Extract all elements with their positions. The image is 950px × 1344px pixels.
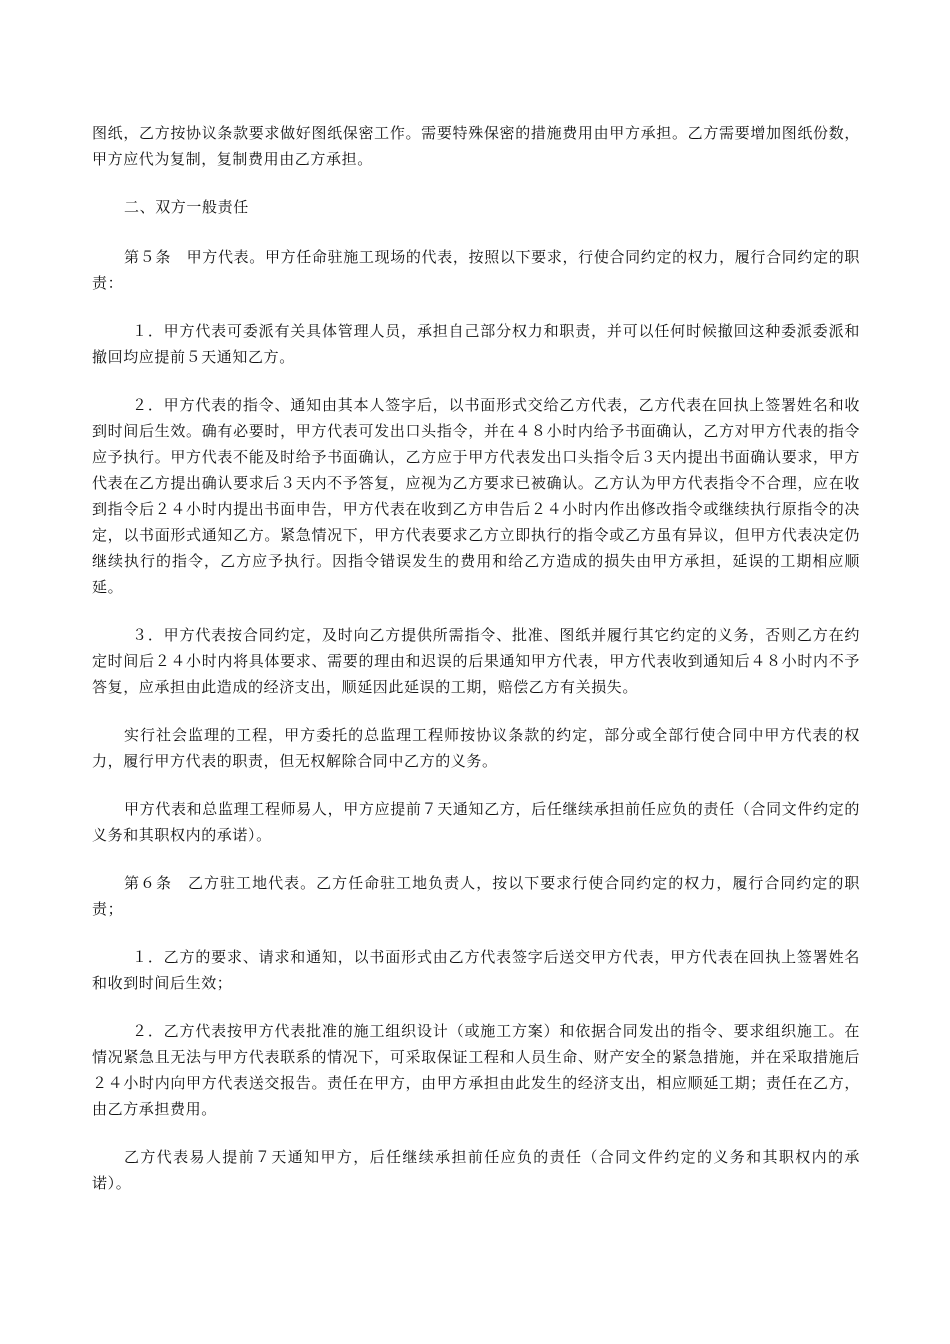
- document-body: [92, 120, 860, 1218]
- article-6: 第６条 乙方驻工地代表。乙方任命驻工地负责人，按以下要求行使合同约定的权力，履行合同约定的职责；: [92, 874, 860, 918]
- article-5-item-2: ２．甲方代表的指令、通知由其本人签字后，以书面形式交给乙方代表，乙方代表在回执上签署姓名和收到时间后生效。确有必要时，甲方代表可发出口头指令，并在４８小时内给予书面确认，乙方对甲方代表的指令应予执行。甲方代表不能及时给予书面确认，乙方应于甲方代表发出口头指令后３天内提出书面确认要求，甲方代表在乙方提出确认要求后３天内不予答复，应视为乙方要求已被确认。乙方认为甲方代表指令不合理，应在收到指令后２４小时内提出书面申告，甲方代表在收到乙方申告后２４小时内作出修改指令或继续执行原指令的决定，以书面形式通知乙方。紧急情况下，甲方代表要求乙方立即执行的指令或乙方虽有异议，但甲方代表决定仍继续执行的指令，乙方应予执行。因指令错误发生的费用和给乙方造成的损失由甲方承担，延误的工期相应顺延。: [92, 396, 860, 596]
- article-5-item-3: ３．甲方代表按合同约定，及时向乙方提供所需指令、批准、图纸并履行其它约定的义务，否则乙方在约定时间后２４小时内将具体要求、需要的理由和迟误的后果通知甲方代表，甲方代表收到通知后４８小时内不予答复，应承担由此造成的经济支出，顺延因此延误的工期，赔偿乙方有关损失。: [92, 626, 860, 696]
- paragraph-representative-change: 甲方代表和总监理工程师易人，甲方应提前７天通知乙方，后任继续承担前任应负的责任（合同文件约定的义务和其职权内的承诺）。: [92, 800, 860, 844]
- article-6-item-2: ２．乙方代表按甲方代表批准的施工组织设计（或施工方案）和依据合同发出的指令、要求组织施工。在情况紧急且无法与甲方代表联系的情况下，可采取保证工程和人员生命、财产安全的紧急措施，并在采取措施后２４小时内向甲方代表送交报告。责任在甲方，由甲方承担由此发生的经济支出，相应顺延工期；责任在乙方，由乙方承担费用。: [92, 1022, 860, 1118]
- article-5: 第５条 甲方代表。甲方任命驻施工现场的代表，按照以下要求，行使合同约定的权力，履行合同约定的职责：: [92, 248, 860, 292]
- article-5-item-1: １．甲方代表可委派有关具体管理人员，承担自己部分权力和职责，并可以任何时候撤回这种委派委派和撤回均应提前５天通知乙方。: [92, 322, 860, 366]
- paragraph-supervision: 实行社会监理的工程，甲方委托的总监理工程师按协议条款的约定，部分或全部行使合同中甲方代表的权力，履行甲方代表的职责，但无权解除合同中乙方的义务。: [92, 726, 860, 770]
- article-6-item-1: １．乙方的要求、请求和通知，以书面形式由乙方代表签字后送交甲方代表，甲方代表在回执上签署姓名和收到时间后生效；: [92, 948, 860, 992]
- paragraph-contractor-representative-change: 乙方代表易人提前７天通知甲方，后任继续承担前任应负的责任（合同文件约定的义务和其职权内的承诺）。: [92, 1148, 860, 1192]
- section-heading: 二、双方一般责任: [124, 198, 249, 216]
- paragraph-continuation: 图纸，乙方按协议条款要求做好图纸保密工作。需要特殊保密的措施费用由甲方承担。乙方需要增加图纸份数，甲方应代为复制，复制费用由乙方承担。: [92, 124, 860, 168]
